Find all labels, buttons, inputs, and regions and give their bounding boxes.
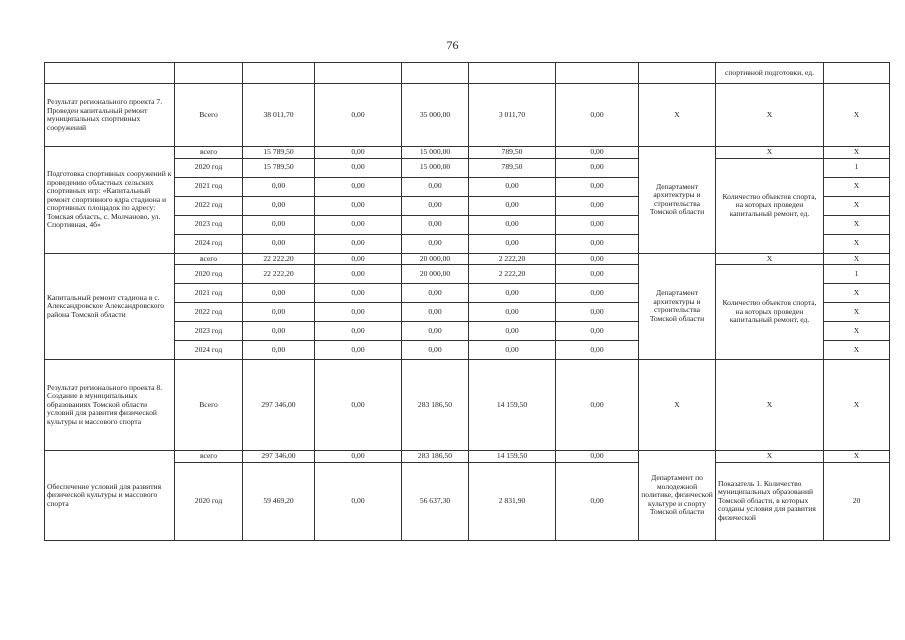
program-table [44, 62, 890, 541]
local-budget-cell: 14 159,50 [469, 360, 556, 451]
department-cell: Департамент по молодежной политике, физической культуре и спорту Томской области [639, 451, 716, 541]
local-budget-cell: 789,50 [469, 147, 556, 159]
total-cell: 0,00 [243, 234, 315, 253]
regional-budget-cell: 0,00 [402, 196, 469, 215]
federal-budget-cell: 0,00 [315, 451, 402, 463]
department-cell: Департамент архитектуры и строительства Томской области [639, 253, 716, 360]
page-number: 76 [446, 38, 459, 52]
federal-budget-cell: 0,00 [315, 284, 402, 303]
indicator-cell: X [716, 253, 824, 265]
extrabudget-cell: 0,00 [556, 234, 639, 253]
activity-name-cell: Подготовка спортивных сооружений к проведению областных сельских спортивных игр: «Капитальный ремонт спортивного ядра стадиона и спортивных площадок по адресу: Томская область, с. Молчаново, ул. Спортивная, 4б» [45, 147, 175, 254]
federal-budget-cell: 0,00 [315, 462, 402, 540]
total-cell: 38 011,70 [243, 84, 315, 147]
indicator-cell: X [716, 147, 824, 159]
empty-cell [824, 63, 890, 84]
header-continuation-row [45, 63, 890, 84]
activity-row [45, 451, 890, 463]
federal-budget-cell: 0,00 [315, 265, 402, 284]
total-cell: 15 789,50 [243, 147, 315, 159]
indicator-value-cell: X [824, 234, 890, 253]
indicator-value-cell: X [824, 303, 890, 322]
extrabudget-cell: 0,00 [556, 303, 639, 322]
total-cell: 0,00 [243, 215, 315, 234]
regional-budget-cell: 56 637,30 [402, 462, 469, 540]
local-budget-cell: 789,50 [469, 158, 556, 177]
period-cell: 2023 год [175, 215, 243, 234]
indicator-cell: X [716, 360, 824, 451]
extrabudget-cell: 0,00 [556, 322, 639, 341]
result-row [45, 360, 890, 451]
regional-budget-cell: 0,00 [402, 341, 469, 360]
indicator-value-cell: 20 [824, 462, 890, 540]
empty-cell [315, 63, 402, 84]
period-cell: 2021 год [175, 284, 243, 303]
federal-budget-cell: 0,00 [315, 177, 402, 196]
federal-budget-cell: 0,00 [315, 158, 402, 177]
extrabudget-cell: 0,00 [556, 196, 639, 215]
regional-budget-cell: 0,00 [402, 215, 469, 234]
regional-budget-cell: 35 000,00 [402, 84, 469, 147]
extrabudget-cell: 0,00 [556, 215, 639, 234]
period-cell: всего [175, 147, 243, 159]
indicator-value-cell: X [824, 253, 890, 265]
federal-budget-cell: 0,00 [315, 341, 402, 360]
indicator-value-cell: X [824, 215, 890, 234]
period-cell: Всего [175, 360, 243, 451]
extrabudget-cell: 0,00 [556, 158, 639, 177]
activity-name-cell: Результат регионального проекта 7. Проведен капитальный ремонт муниципальных спортивных сооружений [45, 84, 175, 147]
local-budget-cell: 0,00 [469, 341, 556, 360]
extrabudget-cell: 0,00 [556, 341, 639, 360]
regional-budget-cell: 0,00 [402, 303, 469, 322]
total-cell: 15 789,50 [243, 158, 315, 177]
regional-budget-cell: 283 186,50 [402, 360, 469, 451]
period-cell: 2022 год [175, 196, 243, 215]
period-cell: 2021 год [175, 177, 243, 196]
local-budget-cell: 0,00 [469, 303, 556, 322]
federal-budget-cell: 0,00 [315, 322, 402, 341]
empty-cell [402, 63, 469, 84]
local-budget-cell: 0,00 [469, 177, 556, 196]
total-cell: 59 469,20 [243, 462, 315, 540]
local-budget-cell: 3 011,70 [469, 84, 556, 147]
indicator-value-cell: X [824, 284, 890, 303]
regional-budget-cell: 0,00 [402, 177, 469, 196]
indicator-value-cell: 1 [824, 265, 890, 284]
indicator-value-cell: X [824, 322, 890, 341]
period-cell: 2020 год [175, 265, 243, 284]
federal-budget-cell: 0,00 [315, 360, 402, 451]
period-cell: 2020 год [175, 462, 243, 540]
department-cell: X [639, 360, 716, 451]
local-budget-cell: 0,00 [469, 196, 556, 215]
indicator-value-cell: X [824, 84, 890, 147]
regional-budget-cell: 20 000,00 [402, 265, 469, 284]
federal-budget-cell: 0,00 [315, 84, 402, 147]
federal-budget-cell: 0,00 [315, 196, 402, 215]
period-cell: 2022 год [175, 303, 243, 322]
department-cell: X [639, 84, 716, 147]
total-cell: 22 222,20 [243, 253, 315, 265]
empty-cell [556, 63, 639, 84]
local-budget-cell: 2 222,20 [469, 253, 556, 265]
total-cell: 0,00 [243, 284, 315, 303]
local-budget-cell: 2 831,90 [469, 462, 556, 540]
local-budget-cell: 0,00 [469, 284, 556, 303]
total-cell: 0,00 [243, 177, 315, 196]
indicator-cell: X [716, 451, 824, 463]
indicator-cell: Количество объектов спорта, на которых проведен капитальный ремонт, ед. [716, 265, 824, 360]
period-cell: всего [175, 451, 243, 463]
period-cell: 2024 год [175, 341, 243, 360]
regional-budget-cell: 0,00 [402, 284, 469, 303]
indicator-cell: спортивной подготовки, ед. [716, 63, 824, 84]
total-cell: 0,00 [243, 196, 315, 215]
indicator-value-cell: X [824, 451, 890, 463]
extrabudget-cell: 0,00 [556, 284, 639, 303]
regional-budget-cell: 283 186,50 [402, 451, 469, 463]
regional-budget-cell: 0,00 [402, 234, 469, 253]
regional-budget-cell: 0,00 [402, 322, 469, 341]
federal-budget-cell: 0,00 [315, 234, 402, 253]
department-cell: Департамент архитектуры и строительства Томской области [639, 147, 716, 254]
result-row [45, 84, 890, 147]
total-cell: 297 346,00 [243, 360, 315, 451]
extrabudget-cell: 0,00 [556, 265, 639, 284]
activity-name-cell: Результат регионального проекта 8. Создание в муниципальных образованиях Томской области условий для развития физической культуры и массового спорта [45, 360, 175, 451]
empty-cell [175, 63, 243, 84]
empty-cell [243, 63, 315, 84]
local-budget-cell: 0,00 [469, 234, 556, 253]
activity-name-cell: Капитальный ремонт стадиона в с. Александровское Александровского района Томской области [45, 253, 175, 360]
period-cell: Всего [175, 84, 243, 147]
total-cell: 22 222,20 [243, 265, 315, 284]
empty-cell [45, 63, 175, 84]
local-budget-cell: 0,00 [469, 215, 556, 234]
extrabudget-cell: 0,00 [556, 253, 639, 265]
total-cell: 0,00 [243, 341, 315, 360]
total-cell: 0,00 [243, 303, 315, 322]
local-budget-cell: 14 159,50 [469, 451, 556, 463]
extrabudget-cell: 0,00 [556, 451, 639, 463]
indicator-cell: Количество объектов спорта, на которых проведен капитальный ремонт, ед. [716, 158, 824, 253]
extrabudget-cell: 0,00 [556, 360, 639, 451]
regional-budget-cell: 20 000,00 [402, 253, 469, 265]
period-cell: 2023 год [175, 322, 243, 341]
indicator-value-cell: 1 [824, 158, 890, 177]
period-cell: всего [175, 253, 243, 265]
period-cell: 2020 год [175, 158, 243, 177]
empty-cell [469, 63, 556, 84]
indicator-value-cell: X [824, 360, 890, 451]
activity-row [45, 147, 890, 159]
indicator-cell: X [716, 84, 824, 147]
regional-budget-cell: 15 000,00 [402, 147, 469, 159]
total-cell: 0,00 [243, 322, 315, 341]
extrabudget-cell: 0,00 [556, 84, 639, 147]
federal-budget-cell: 0,00 [315, 147, 402, 159]
federal-budget-cell: 0,00 [315, 253, 402, 265]
activity-row [45, 253, 890, 265]
empty-cell [639, 63, 716, 84]
local-budget-cell: 2 222,20 [469, 265, 556, 284]
indicator-cell: Показатель 1. Количество муниципальных образований Томской области, в которых созданы условия для развития физической [716, 462, 824, 540]
indicator-value-cell: X [824, 341, 890, 360]
federal-budget-cell: 0,00 [315, 215, 402, 234]
extrabudget-cell: 0,00 [556, 177, 639, 196]
extrabudget-cell: 0,00 [556, 462, 639, 540]
extrabudget-cell: 0,00 [556, 147, 639, 159]
federal-budget-cell: 0,00 [315, 303, 402, 322]
regional-budget-cell: 15 000,00 [402, 158, 469, 177]
indicator-value-cell: X [824, 147, 890, 159]
local-budget-cell: 0,00 [469, 322, 556, 341]
total-cell: 297 346,00 [243, 451, 315, 463]
period-cell: 2024 год [175, 234, 243, 253]
indicator-value-cell: X [824, 196, 890, 215]
indicator-value-cell: X [824, 177, 890, 196]
activity-name-cell: Обеспечение условий для развития физической культуры и массового спорта [45, 451, 175, 541]
